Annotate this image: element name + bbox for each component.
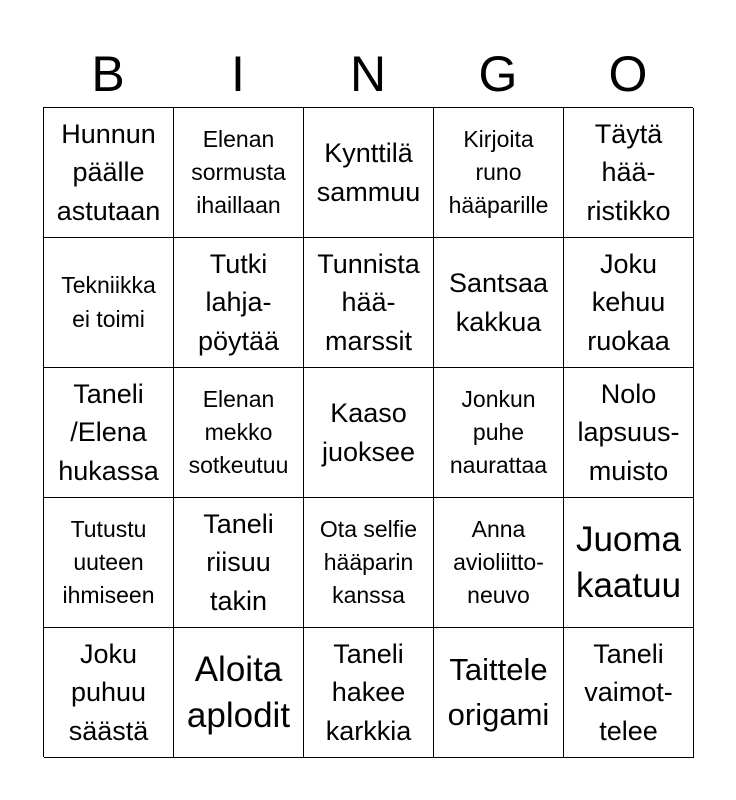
bingo-cell[interactable] [44,498,174,628]
bingo-cell[interactable] [44,108,174,238]
cell-text: Kynttilä sammuu [316,138,421,207]
header-letter-g: G [478,46,518,102]
bingo-cell[interactable] [44,238,174,368]
header-letter-n: N [349,46,387,102]
cell-text: Tunnista hää- marssit [317,249,420,356]
cell-text: Jonkun puhe naurattaa [449,385,548,479]
bingo-cell[interactable] [174,238,304,368]
bingo-cell[interactable] [304,498,434,628]
cell-text: Joku puhuu säästä [68,639,149,746]
bingo-cell[interactable] [44,368,174,498]
cell-text: Kirjoita runo hääparille [448,125,549,219]
cell-text: Ota selfie hääparin kanssa [319,515,418,609]
bingo-cell[interactable] [434,628,564,758]
bingo-cell[interactable] [434,498,564,628]
header-letter-o: O [608,46,648,102]
cell-text: Aloita aplodit [186,650,291,735]
bingo-cell[interactable] [434,368,564,498]
cell-text: Taneli vaimot- telee [584,639,673,746]
bingo-cell[interactable] [564,368,694,498]
bingo-cell[interactable] [434,108,564,238]
header-letter-i: I [231,46,245,102]
bingo-cell[interactable] [174,108,304,238]
cell-text: Hunnun päälle astutaan [56,119,161,226]
bingo-cell[interactable] [304,628,434,758]
cell-text: Santsaa kakkua [448,268,549,337]
bingo-cell[interactable] [564,498,694,628]
bingo-header [43,40,693,108]
cell-text: Kaaso juoksee [321,398,416,467]
bingo-cell[interactable] [44,628,174,758]
cell-text: Joku kehuu ruokaa [587,249,670,356]
cell-text: Tekniikka ei toimi [61,272,156,332]
cell-text: Täytä hää- ristikko [586,119,671,226]
bingo-cell[interactable] [174,498,304,628]
bingo-cell[interactable] [304,108,434,238]
cell-text: Tutustu uuteen ihmiseen [62,515,155,609]
cell-text: Tutki lahja- pöytää [197,249,280,356]
cell-text: Taneli /Elena hukassa [58,379,159,486]
cell-text: Elenan mekko sotkeutuu [188,385,289,479]
cell-text: Taneli riisuu takin [203,509,274,616]
bingo-grid [43,107,693,757]
cell-text: Juoma kaatuu [575,520,682,605]
bingo-cell[interactable] [304,368,434,498]
bingo-cell[interactable] [564,628,694,758]
cell-text: Taittele origami [447,652,550,732]
bingo-cell[interactable] [564,238,694,368]
cell-text: Anna avioliitto- neuvo [453,515,544,609]
bingo-cell[interactable] [304,238,434,368]
header-letter-b: B [91,46,125,102]
cell-text: Elenan sormusta ihaillaan [191,125,286,219]
cell-text: Taneli hakee karkkia [325,639,412,746]
bingo-cell[interactable] [174,628,304,758]
bingo-cell[interactable] [564,108,694,238]
bingo-cell[interactable] [434,238,564,368]
bingo-cell[interactable] [174,368,304,498]
cell-text: Nolo lapsuus- muisto [577,379,680,486]
